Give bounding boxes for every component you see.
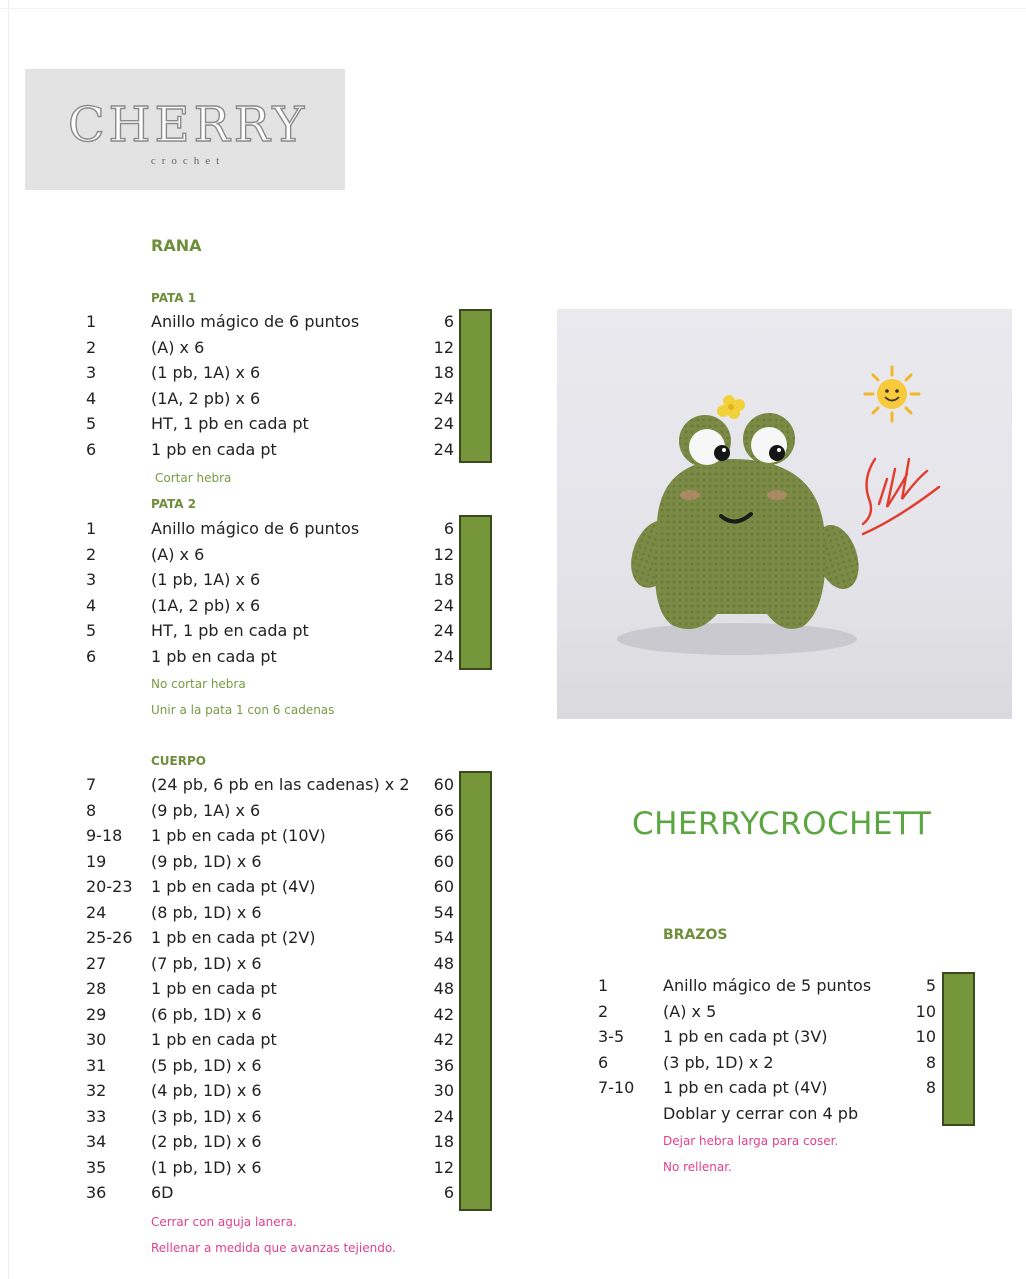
row-number: 32 xyxy=(86,1081,107,1100)
row-instruction: 1 pb en cada pt (10V) xyxy=(151,826,326,845)
cuerpo-row xyxy=(86,925,456,951)
row-stitch-count: 12 xyxy=(433,544,454,564)
frog-illustration xyxy=(557,309,1012,719)
pata2-row xyxy=(86,567,456,593)
row-stitch-count: 18 xyxy=(433,1132,454,1151)
row-stitch-count: 5 xyxy=(925,976,936,995)
row-number: 34 xyxy=(86,1132,107,1151)
row-instruction: 1 pb en cada pt (3V) xyxy=(663,1027,828,1046)
row-stitch-count: 12 xyxy=(433,1157,454,1177)
row-instruction: 1 pb en cada pt (2V) xyxy=(151,928,316,947)
pata2-row xyxy=(86,644,456,670)
right-pupil xyxy=(769,445,785,461)
row-stitch-count: 18 xyxy=(433,363,454,382)
row-number: 5 xyxy=(86,414,97,433)
logo-title: CHERRY xyxy=(67,97,309,153)
row-stitch-count: 10 xyxy=(915,1027,936,1046)
row-number: 6 xyxy=(598,1052,609,1072)
row-number: 3 xyxy=(86,363,97,382)
row-instruction: 1 pb en cada pt (4V) xyxy=(663,1078,828,1097)
row-instruction: (6 pb, 1D) x 6 xyxy=(151,1004,262,1024)
row-instruction: (1 pb, 1A) x 6 xyxy=(151,363,261,382)
row-instruction: Anillo mágico de 6 puntos xyxy=(151,312,360,331)
row-number: 8 xyxy=(86,800,97,820)
smile-signature xyxy=(863,459,939,534)
row-number: 19 xyxy=(86,851,107,871)
pata1-row xyxy=(86,386,456,412)
cuerpo-row xyxy=(86,1155,456,1181)
cuerpo-row xyxy=(86,874,456,900)
row-number: 3 xyxy=(86,570,97,589)
row-stitch-count: 66 xyxy=(433,826,454,845)
row-instruction: (A) x 5 xyxy=(663,1001,717,1021)
cuerpo-row xyxy=(86,951,456,977)
pata1-row xyxy=(86,309,456,335)
cuerpo-row xyxy=(86,1027,456,1053)
pattern-title: RANA xyxy=(151,236,202,255)
row-number: 1 xyxy=(86,519,97,538)
row-number: 3-5 xyxy=(598,1027,625,1046)
pata2-bar xyxy=(459,515,492,670)
row-stitch-count: 30 xyxy=(433,1081,454,1100)
row-stitch-count: 24 xyxy=(433,595,454,615)
row-instruction: (A) x 6 xyxy=(151,337,205,357)
row-number: 33 xyxy=(86,1106,107,1126)
cuerpo-row xyxy=(86,1180,456,1206)
right-eye-shine xyxy=(777,448,781,452)
brazos-bar xyxy=(942,972,975,1126)
row-instruction: 1 pb en cada pt (4V) xyxy=(151,877,316,896)
row-number: 20-23 xyxy=(86,877,133,896)
cuerpo-bar xyxy=(459,771,492,1211)
pata1-note: Cortar hebra xyxy=(155,471,232,485)
row-instruction: HT, 1 pb en cada pt xyxy=(151,621,309,640)
row-stitch-count: 36 xyxy=(433,1055,454,1075)
brazos-row xyxy=(598,1024,938,1050)
row-stitch-count: 18 xyxy=(433,570,454,589)
row-instruction: (3 pb, 1D) x 2 xyxy=(663,1052,774,1072)
row-instruction: Anillo mágico de 6 puntos xyxy=(151,519,360,538)
row-instruction: (1 pb, 1A) x 6 xyxy=(151,570,261,589)
brazos-note-2: No rellenar. xyxy=(663,1160,732,1174)
left-eye-shine xyxy=(722,448,726,452)
brazos-rows xyxy=(598,973,938,1126)
row-instruction: (A) x 6 xyxy=(151,544,205,564)
frog-amigurumi-photo xyxy=(557,309,1012,719)
row-stitch-count: 24 xyxy=(433,439,454,459)
brazos-row xyxy=(598,999,938,1025)
row-number: 27 xyxy=(86,953,107,973)
row-number: 5 xyxy=(86,621,97,640)
brazos-row xyxy=(598,1101,938,1127)
cuerpo-row xyxy=(86,772,456,798)
row-number: 24 xyxy=(86,902,107,922)
brazos-heading: BRAZOS xyxy=(663,927,728,943)
sun-icon xyxy=(865,367,919,421)
row-instruction: (24 pb, 6 pb en las cadenas) x 2 xyxy=(151,775,410,794)
row-instruction: Doblar y cerrar con 4 pb xyxy=(663,1103,859,1123)
pata1-row xyxy=(86,335,456,361)
cuerpo-row xyxy=(86,1104,456,1130)
row-stitch-count: 54 xyxy=(433,928,454,947)
row-number: 6 xyxy=(86,646,97,666)
frog-body xyxy=(655,459,826,629)
row-instruction: (5 pb, 1D) x 6 xyxy=(151,1055,262,1075)
row-number: 2 xyxy=(598,1001,609,1021)
row-instruction: (8 pb, 1D) x 6 xyxy=(151,902,262,922)
row-number: 7-10 xyxy=(598,1078,635,1097)
row-stitch-count: 8 xyxy=(925,1052,936,1072)
cuerpo-row xyxy=(86,849,456,875)
row-stitch-count: 24 xyxy=(433,1106,454,1126)
brazos-row xyxy=(598,1075,938,1101)
pata1-rows xyxy=(86,309,456,462)
cuerpo-row xyxy=(86,1053,456,1079)
row-stitch-count: 24 xyxy=(433,414,454,433)
cuerpo-rows xyxy=(86,772,456,1206)
row-stitch-count: 60 xyxy=(433,851,454,871)
row-number: 30 xyxy=(86,1030,107,1049)
row-stitch-count: 10 xyxy=(915,1001,936,1021)
pata2-heading: PATA 2 xyxy=(151,497,197,511)
brazos-row xyxy=(598,1050,938,1076)
pata1-row xyxy=(86,437,456,463)
row-instruction: (4 pb, 1D) x 6 xyxy=(151,1081,262,1100)
row-instruction: Anillo mágico de 5 puntos xyxy=(663,976,872,995)
row-instruction: 1 pb en cada pt xyxy=(151,1030,277,1049)
pata2-row xyxy=(86,542,456,568)
flower-icon xyxy=(717,395,745,419)
row-instruction: 6D xyxy=(151,1183,174,1202)
row-number: 28 xyxy=(86,979,107,998)
row-stitch-count: 60 xyxy=(433,775,454,794)
row-instruction: 1 pb en cada pt xyxy=(151,439,277,459)
row-stitch-count: 6 xyxy=(443,1183,454,1202)
row-stitch-count: 54 xyxy=(433,902,454,922)
row-stitch-count: 48 xyxy=(433,979,454,998)
row-number: 4 xyxy=(86,388,97,408)
row-stitch-count: 24 xyxy=(433,388,454,408)
row-stitch-count: 8 xyxy=(925,1078,936,1097)
row-stitch-count: 66 xyxy=(433,800,454,820)
left-cheek xyxy=(680,490,700,500)
pata1-row xyxy=(86,411,456,437)
row-instruction: (1A, 2 pb) x 6 xyxy=(151,595,261,615)
row-number: 29 xyxy=(86,1004,107,1024)
row-instruction: (9 pb, 1A) x 6 xyxy=(151,800,261,820)
row-stitch-count: 24 xyxy=(433,646,454,666)
row-number: 1 xyxy=(598,976,609,995)
pata2-row xyxy=(86,516,456,542)
row-number: 25-26 xyxy=(86,928,133,947)
cherry-logo xyxy=(25,69,345,190)
pata2-row xyxy=(86,618,456,644)
shadow xyxy=(617,623,857,655)
row-number: 1 xyxy=(86,312,97,331)
row-instruction: (1A, 2 pb) x 6 xyxy=(151,388,261,408)
row-number: 36 xyxy=(86,1183,107,1202)
row-stitch-count: 60 xyxy=(433,877,454,896)
left-pupil xyxy=(714,445,730,461)
row-instruction: (1 pb, 1D) x 6 xyxy=(151,1157,262,1177)
row-number: 7 xyxy=(86,775,97,794)
pata1-row xyxy=(86,360,456,386)
cuerpo-row xyxy=(86,1129,456,1155)
cuerpo-row xyxy=(86,1078,456,1104)
row-number: 2 xyxy=(86,544,97,564)
row-number: 35 xyxy=(86,1157,107,1177)
pata2-note-2: Unir a la pata 1 con 6 cadenas xyxy=(151,703,335,717)
pata1-bar xyxy=(459,309,492,463)
row-stitch-count: 42 xyxy=(433,1004,454,1024)
row-number: 6 xyxy=(86,439,97,459)
row-stitch-count: 12 xyxy=(433,337,454,357)
cuerpo-row xyxy=(86,798,456,824)
row-instruction: HT, 1 pb en cada pt xyxy=(151,414,309,433)
row-number: 4 xyxy=(86,595,97,615)
row-instruction: 1 pb en cada pt xyxy=(151,646,277,666)
row-stitch-count: 24 xyxy=(433,621,454,640)
row-instruction: (7 pb, 1D) x 6 xyxy=(151,953,262,973)
pata1-heading: PATA 1 xyxy=(151,291,197,305)
cuerpo-note-1: Cerrar con aguja lanera. xyxy=(151,1215,297,1229)
pata2-rows xyxy=(86,516,456,669)
page-edge xyxy=(8,0,9,1279)
top-edge xyxy=(0,8,1026,9)
cuerpo-note-2: Rellenar a medida que avanzas tejiendo. xyxy=(151,1241,396,1255)
brazos-row xyxy=(598,973,938,999)
cuerpo-row xyxy=(86,976,456,1002)
right-cheek xyxy=(767,490,787,500)
brand-name: CHERRYCROCHETT xyxy=(632,806,932,842)
brazos-note-1: Dejar hebra larga para coser. xyxy=(663,1134,839,1148)
row-number: 31 xyxy=(86,1055,107,1075)
row-instruction: (3 pb, 1D) x 6 xyxy=(151,1106,262,1126)
cuerpo-heading: CUERPO xyxy=(151,754,206,768)
row-stitch-count: 6 xyxy=(443,519,454,538)
row-stitch-count: 42 xyxy=(433,1030,454,1049)
row-instruction: (9 pb, 1D) x 6 xyxy=(151,851,262,871)
row-stitch-count: 6 xyxy=(443,312,454,331)
row-number: 2 xyxy=(86,337,97,357)
row-number: 9-18 xyxy=(86,826,123,845)
cuerpo-row xyxy=(86,1002,456,1028)
pata2-note-1: No cortar hebra xyxy=(151,677,246,691)
pata2-row xyxy=(86,593,456,619)
row-instruction: 1 pb en cada pt xyxy=(151,979,277,998)
logo-subtitle: crochet xyxy=(150,155,226,167)
cuerpo-row xyxy=(86,900,456,926)
cuerpo-row xyxy=(86,823,456,849)
row-instruction: (2 pb, 1D) x 6 xyxy=(151,1132,262,1151)
row-stitch-count: 48 xyxy=(433,953,454,973)
